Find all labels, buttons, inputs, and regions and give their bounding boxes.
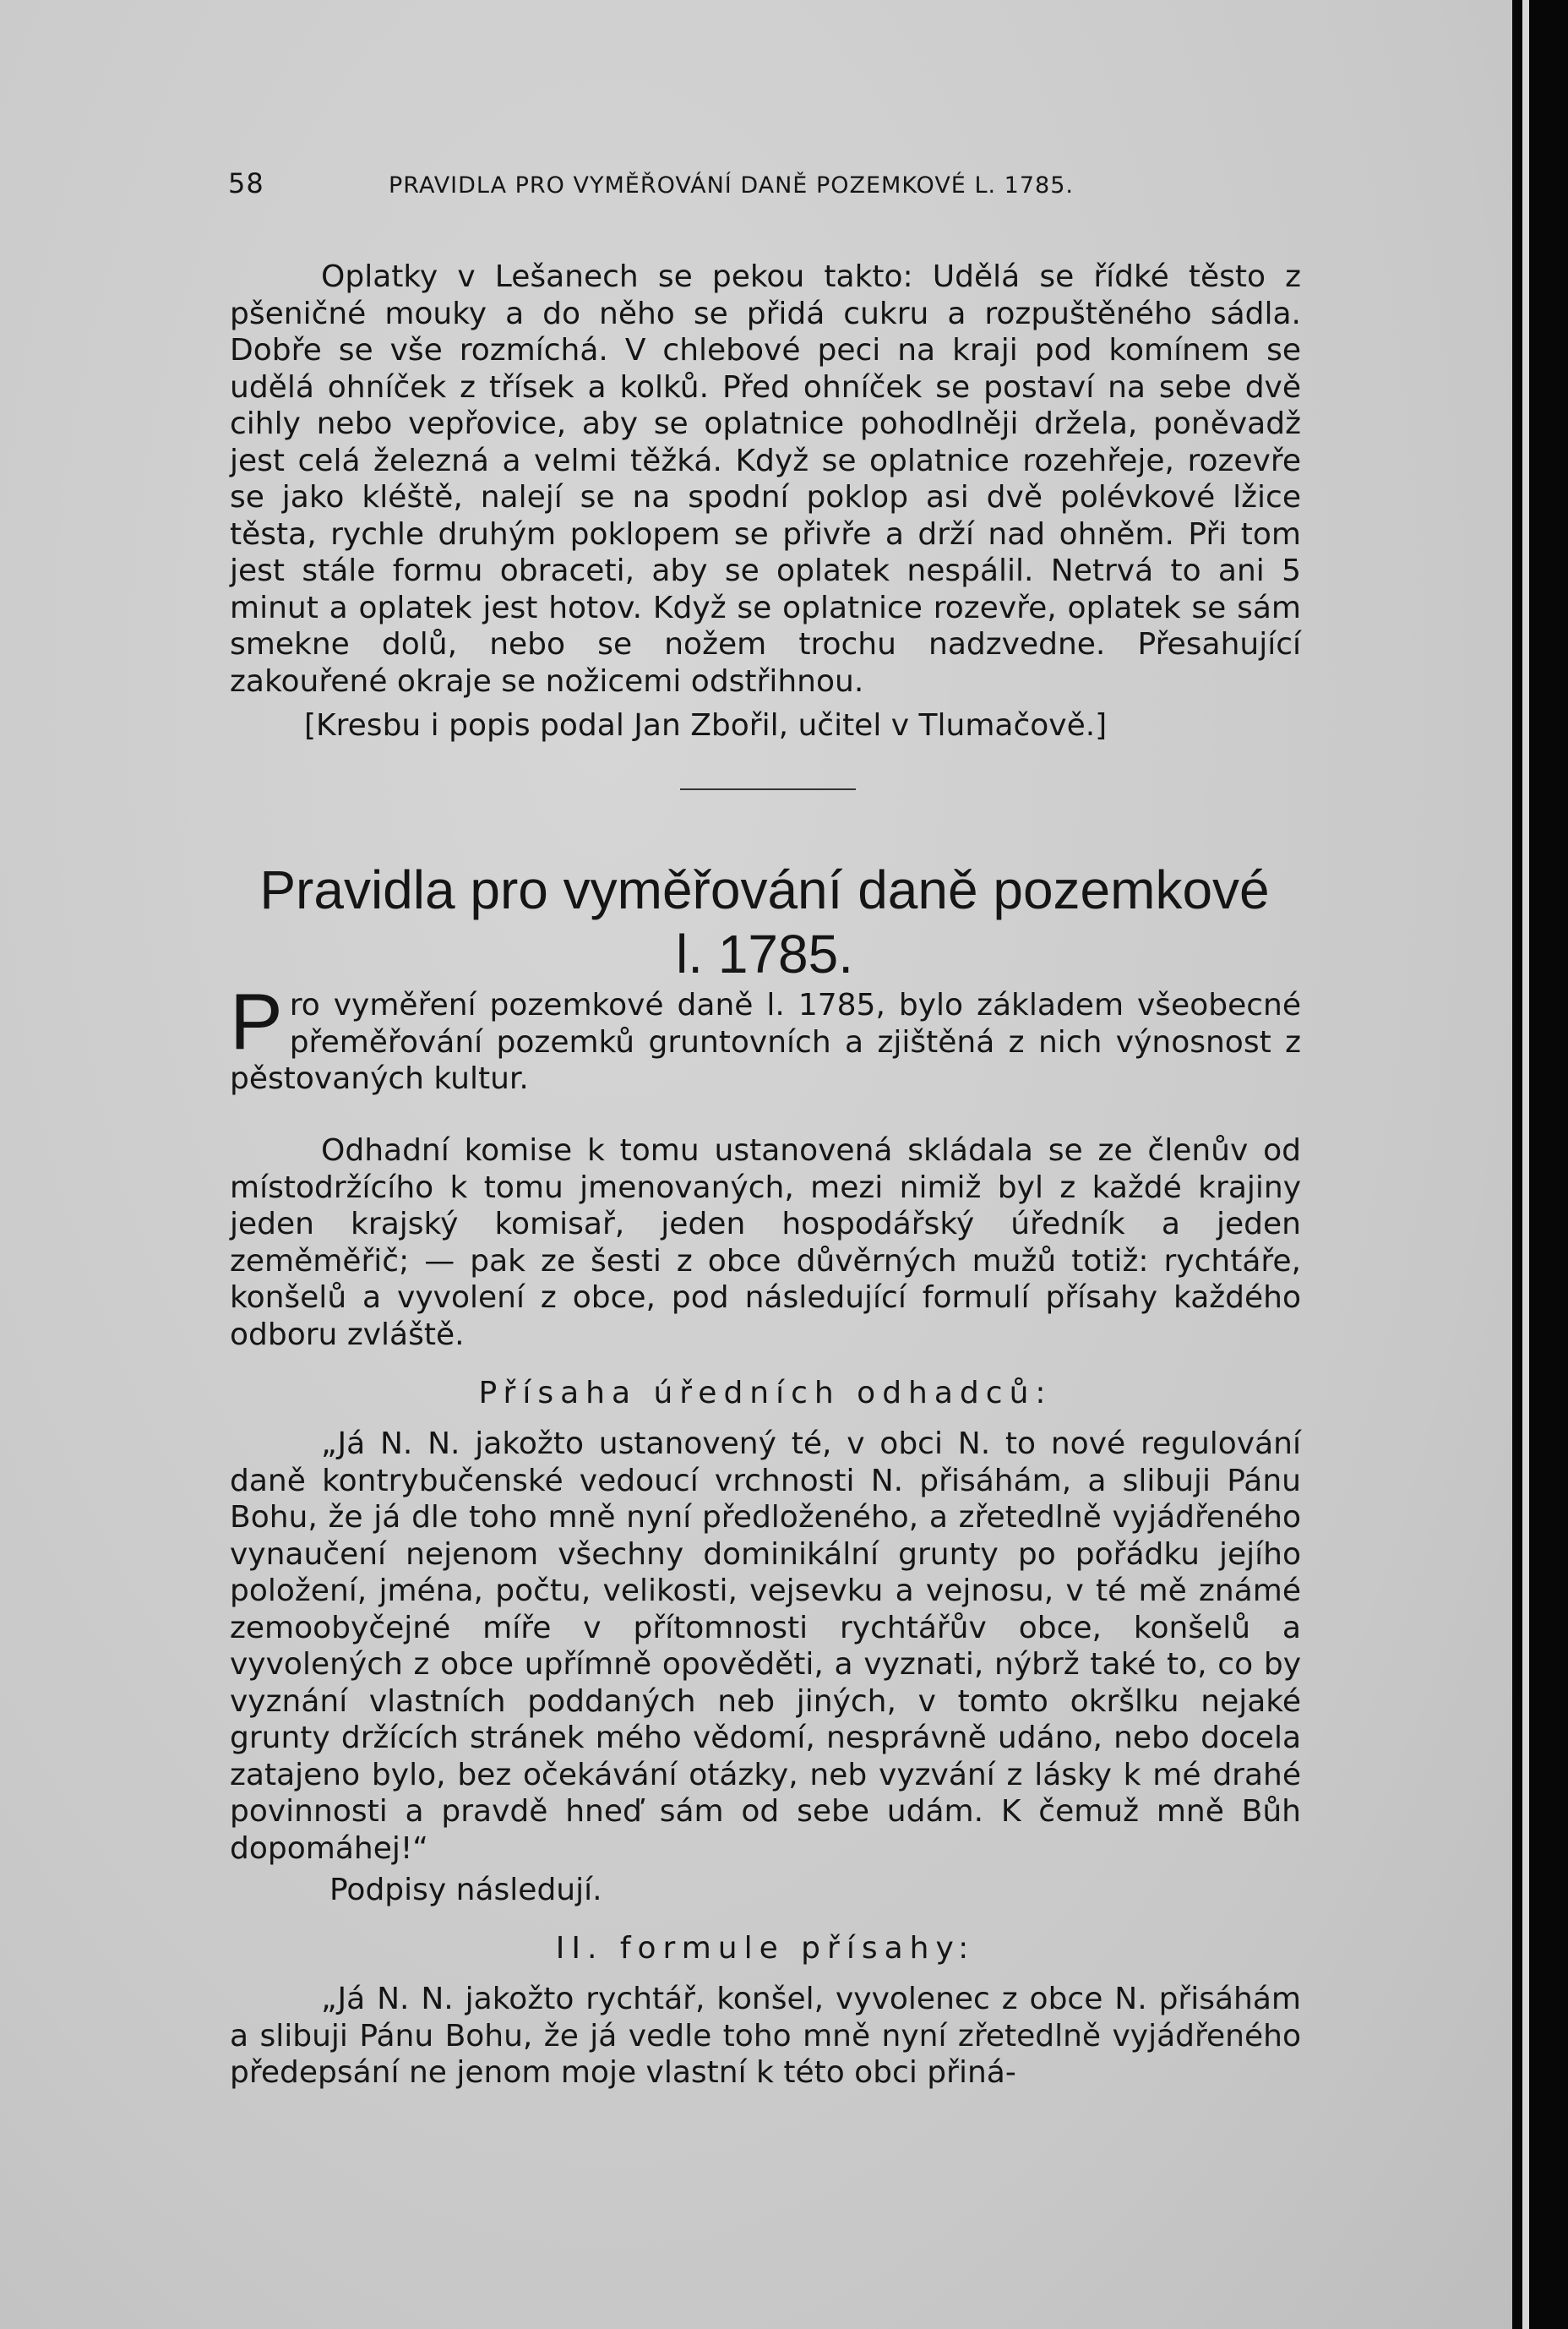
commission-paragraph-block [230, 1132, 1301, 1353]
page-number: 58 [228, 167, 264, 199]
signatures-note: Podpisy následují. [329, 1873, 602, 1907]
article-title-line1: Pravidla pro vyměřování daně pozemkové [259, 859, 1270, 920]
drop-cap: P [230, 977, 283, 1066]
running-title: PRAVIDLA PRO VYMĚŘOVÁNÍ DANĚ POZEMKOVÉ L. 1785. [389, 172, 1074, 199]
section-divider [680, 788, 856, 790]
oath-heading-officials: Přísaha úředních odhadců: [478, 1376, 1053, 1410]
oath-heading-formula-2: II. formule přísahy: [555, 1931, 976, 1966]
article-intro [230, 977, 1301, 1098]
intro-text: ro vyměření pozemkové daně l. 1785, bylo základem všeobecné přeměřování pozemků gruntovních a zjištěná z nich výnosnost z pěstovaných kultur. [230, 988, 1301, 1096]
recipe-paragraph-block [230, 259, 1301, 700]
article-title-line2: l. 1785. [676, 924, 853, 985]
oath-formula-2-block [230, 1981, 1301, 2092]
page-header [228, 167, 1357, 199]
oath-officials-block [230, 1426, 1301, 1867]
recipe-credit: [Kresbu i popis podal Jan Zbořil, učitel v Tlumačově.] [304, 708, 1108, 743]
commission-paragraph: Odhadní komise k tomu ustanovená skládala se ze členův od místodržícího k tomu jmenovaných, mezi nimiž byl z každé krajiny jeden krajský komisař, jeden hospodářský úředník a jeden zeměměřič; — pak ze šesti z obce důvěrných mužů totiž: rychtáře, konšelů a vyvolení z obce, pod následující formulí přísahy každého odboru zvláště. [230, 1133, 1301, 1352]
oath-formula-2-text: „Já N. N. jakožto rychtář, konšel, vyvolenec z obce N. přisáhám a slibuji Pánu Bohu, že já vedle toho mně nyní zřetedlně vyjádřeného předepsání ne jenom moje vlastní k této obci přiná- [230, 1982, 1301, 2090]
oath-officials-text: „Já N. N. jakožto ustanovený té, v obci N. to nové regulování daně kontrybučenské vedoucí vrchnosti N. přisáhám, a slibuji Pánu Bohu, že já dle toho mně nyní předloženého, a zřetedlně vyjádřeného vynaučení nejenom všechny dominikální grunty po pořádku jejího položení, jména, počtu, velikosti, vejsevku a vejnosu, v té mě známé zemoobyčejné míře v přítomnosti rychtářův obce, konšelů a vyvolených z obce upřímně opověděti, a vyznati, nýbrž také to, co by vyznání vlastních poddaných neb jiných, v tomto okršlku nejaké grunty držících stránek mého vědomí, nesprávně udáno, nebo docela zatajeno bylo, bez očekávání otázky, neb vyzvání z lásky k mé drahé povinnosti a pravdě hneď sám od sebe udám. K čemuž mně Bůh dopomáhej!“ [230, 1426, 1301, 1866]
binding-edge [1512, 0, 1568, 2329]
page-edge-strip [1522, 0, 1529, 2329]
recipe-paragraph: Oplatky v Lešanech se pekou takto: Udělá se řídké těsto z pšeničné mouky a do něho se přidá cukru a rozpuštěného sádla. Dobře se vše rozmíchá. V chlebové peci na kraji pod komínem se udělá ohníček z třísek a kolků. Před ohníček se postaví na sebe dvě cihly nebo vepřovice, aby se oplatnice pohodlněji držela, poněvadž jest celá železná a velmi těžká. Když se oplatnice rozehřeje, rozevře se jako kléště, nalejí se na spodní poklop asi dvě polévkové lžice těsta, rychle druhým poklopem se přivře a drží nad ohněm. Při tom jest stále formu obraceti, aby se oplatek nespálil. Netrvá to ani 5 minut a oplatek jest hotov. Když se oplatnice rozevře, oplatek se sám smekne dolů, nebo se nožem trochu nadzvedne. Přesahující zakouřené okraje se nožicemi odstřihnou. [230, 259, 1301, 699]
article-title [203, 858, 1326, 986]
